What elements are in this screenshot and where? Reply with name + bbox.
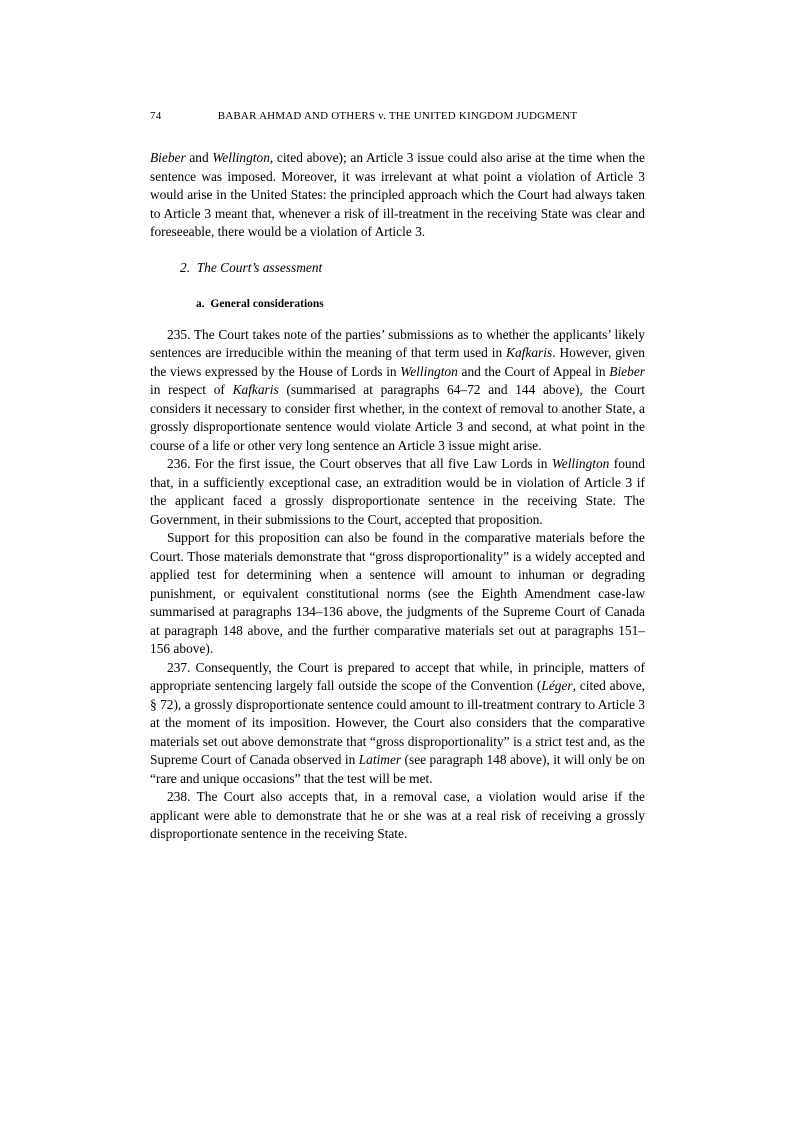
- text-run: , cited above); an Article 3 issue could also arise at the time when the sentence was imposed. Moreover, it was irrelevant at what point a violation of Article 3 would arise in the United States: the principled approach which the Court had always taken to Article 3 meant that, whenever a risk of ill-treatment in the receiving State was clear and foreseeable, there would be a violation of Article 3.: [150, 150, 645, 239]
- paragraph: [150, 149, 645, 242]
- text-run: in respect of: [150, 382, 233, 397]
- case-name: Kafkaris: [232, 382, 279, 397]
- text-run: and the Court of Appeal in: [457, 363, 610, 379]
- page-header: [150, 110, 645, 122]
- text-run: 235. The Court takes note of the parties’ submissions as to whether the applicants’ likely sentences are irreducible within the meaning of that term used in: [150, 326, 645, 360]
- text-run: . However, given the views expressed by the House of Lords in: [150, 345, 645, 379]
- running-title: BABAR AHMAD AND OTHERS v. THE UNITED KINGDOM JUDGMENT: [217, 110, 578, 122]
- text-run: 2. The Court’s assessment: [180, 259, 323, 275]
- text-run: (summarised at paragraphs 64–72 and 144 above), the Court considers it necessary to consider first whether, in the context of removal to another State, a grossly disproportionate sentence would violate Article 3 and second, at what point in the course of a life or other very long sentence an Article 3 issue might arise.: [150, 382, 646, 453]
- text-run: (see paragraph 148 above), it will only be on “rare and unique occasions” that the test will be met.: [150, 752, 645, 786]
- text-run: 238. The Court also accepts that, in a removal case, a violation would arise if the applicant were able to demonstrate that he or she was at a real risk of receiving a grossly disproportionate sentence in the receiving State.: [150, 789, 645, 841]
- section-heading: [150, 259, 645, 278]
- text-run: found that, in a sufficiently exceptional case, an extradition would be in violation of Article 3 if the applicant faced a grossly disproportionate sentence in the receiving State. The Government, in their submissions to the Court, accepted that proposition.: [150, 456, 645, 527]
- paragraph: [150, 659, 645, 789]
- text-run: , cited above, § 72), a grossly disproportionate sentence could amount to ill-treatment contrary to Article 3 at the moment of its imposition. However, the Court also considers that the comparative materials set out above demonstrate that “gross disproportionality” is a strict test and, as the Supreme Court of Canada observed in: [150, 678, 645, 767]
- case-name: Kafkaris: [506, 345, 553, 360]
- case-name: Bieber: [609, 363, 645, 379]
- page-number: 74: [150, 110, 162, 122]
- sub-heading: [150, 295, 645, 314]
- case-name: Bieber: [150, 150, 186, 165]
- paragraph: [150, 326, 645, 456]
- text-run: and: [185, 150, 213, 165]
- paragraph: [150, 455, 645, 529]
- text-run: 237. Consequently, the Court is prepared to accept that while, in principle, matters of appropriate sentencing largely fall outside the scope of the Convention (: [150, 659, 645, 693]
- text-run: 236. For the first issue, the Court observes that all five Law Lords in: [167, 456, 552, 471]
- paragraph: [150, 529, 645, 659]
- document-body: [150, 149, 645, 844]
- case-name: Wellington: [551, 456, 610, 471]
- text-run: a. General considerations: [196, 298, 324, 310]
- case-name: Wellington: [212, 150, 270, 165]
- paragraph: [150, 788, 645, 844]
- case-name: Léger: [541, 678, 573, 693]
- case-name: Latimer: [358, 752, 402, 767]
- case-name: Wellington: [400, 363, 458, 379]
- text-run: Support for this proposition can also be found in the comparative materials before the Court. Those materials demonstrate that “gross disproportionality” is a widely accepted and applied test for determining when a sentence will amount to inhuman or degrading punishment, or equivalent constitutional norms (see the Eighth Amendment case-law summarised at paragraphs 134–136 above, the judgments of the Supreme Court of Canada at paragraph 148 above, and the further comparative materials set out at paragraphs 151– 156 above).: [150, 530, 645, 656]
